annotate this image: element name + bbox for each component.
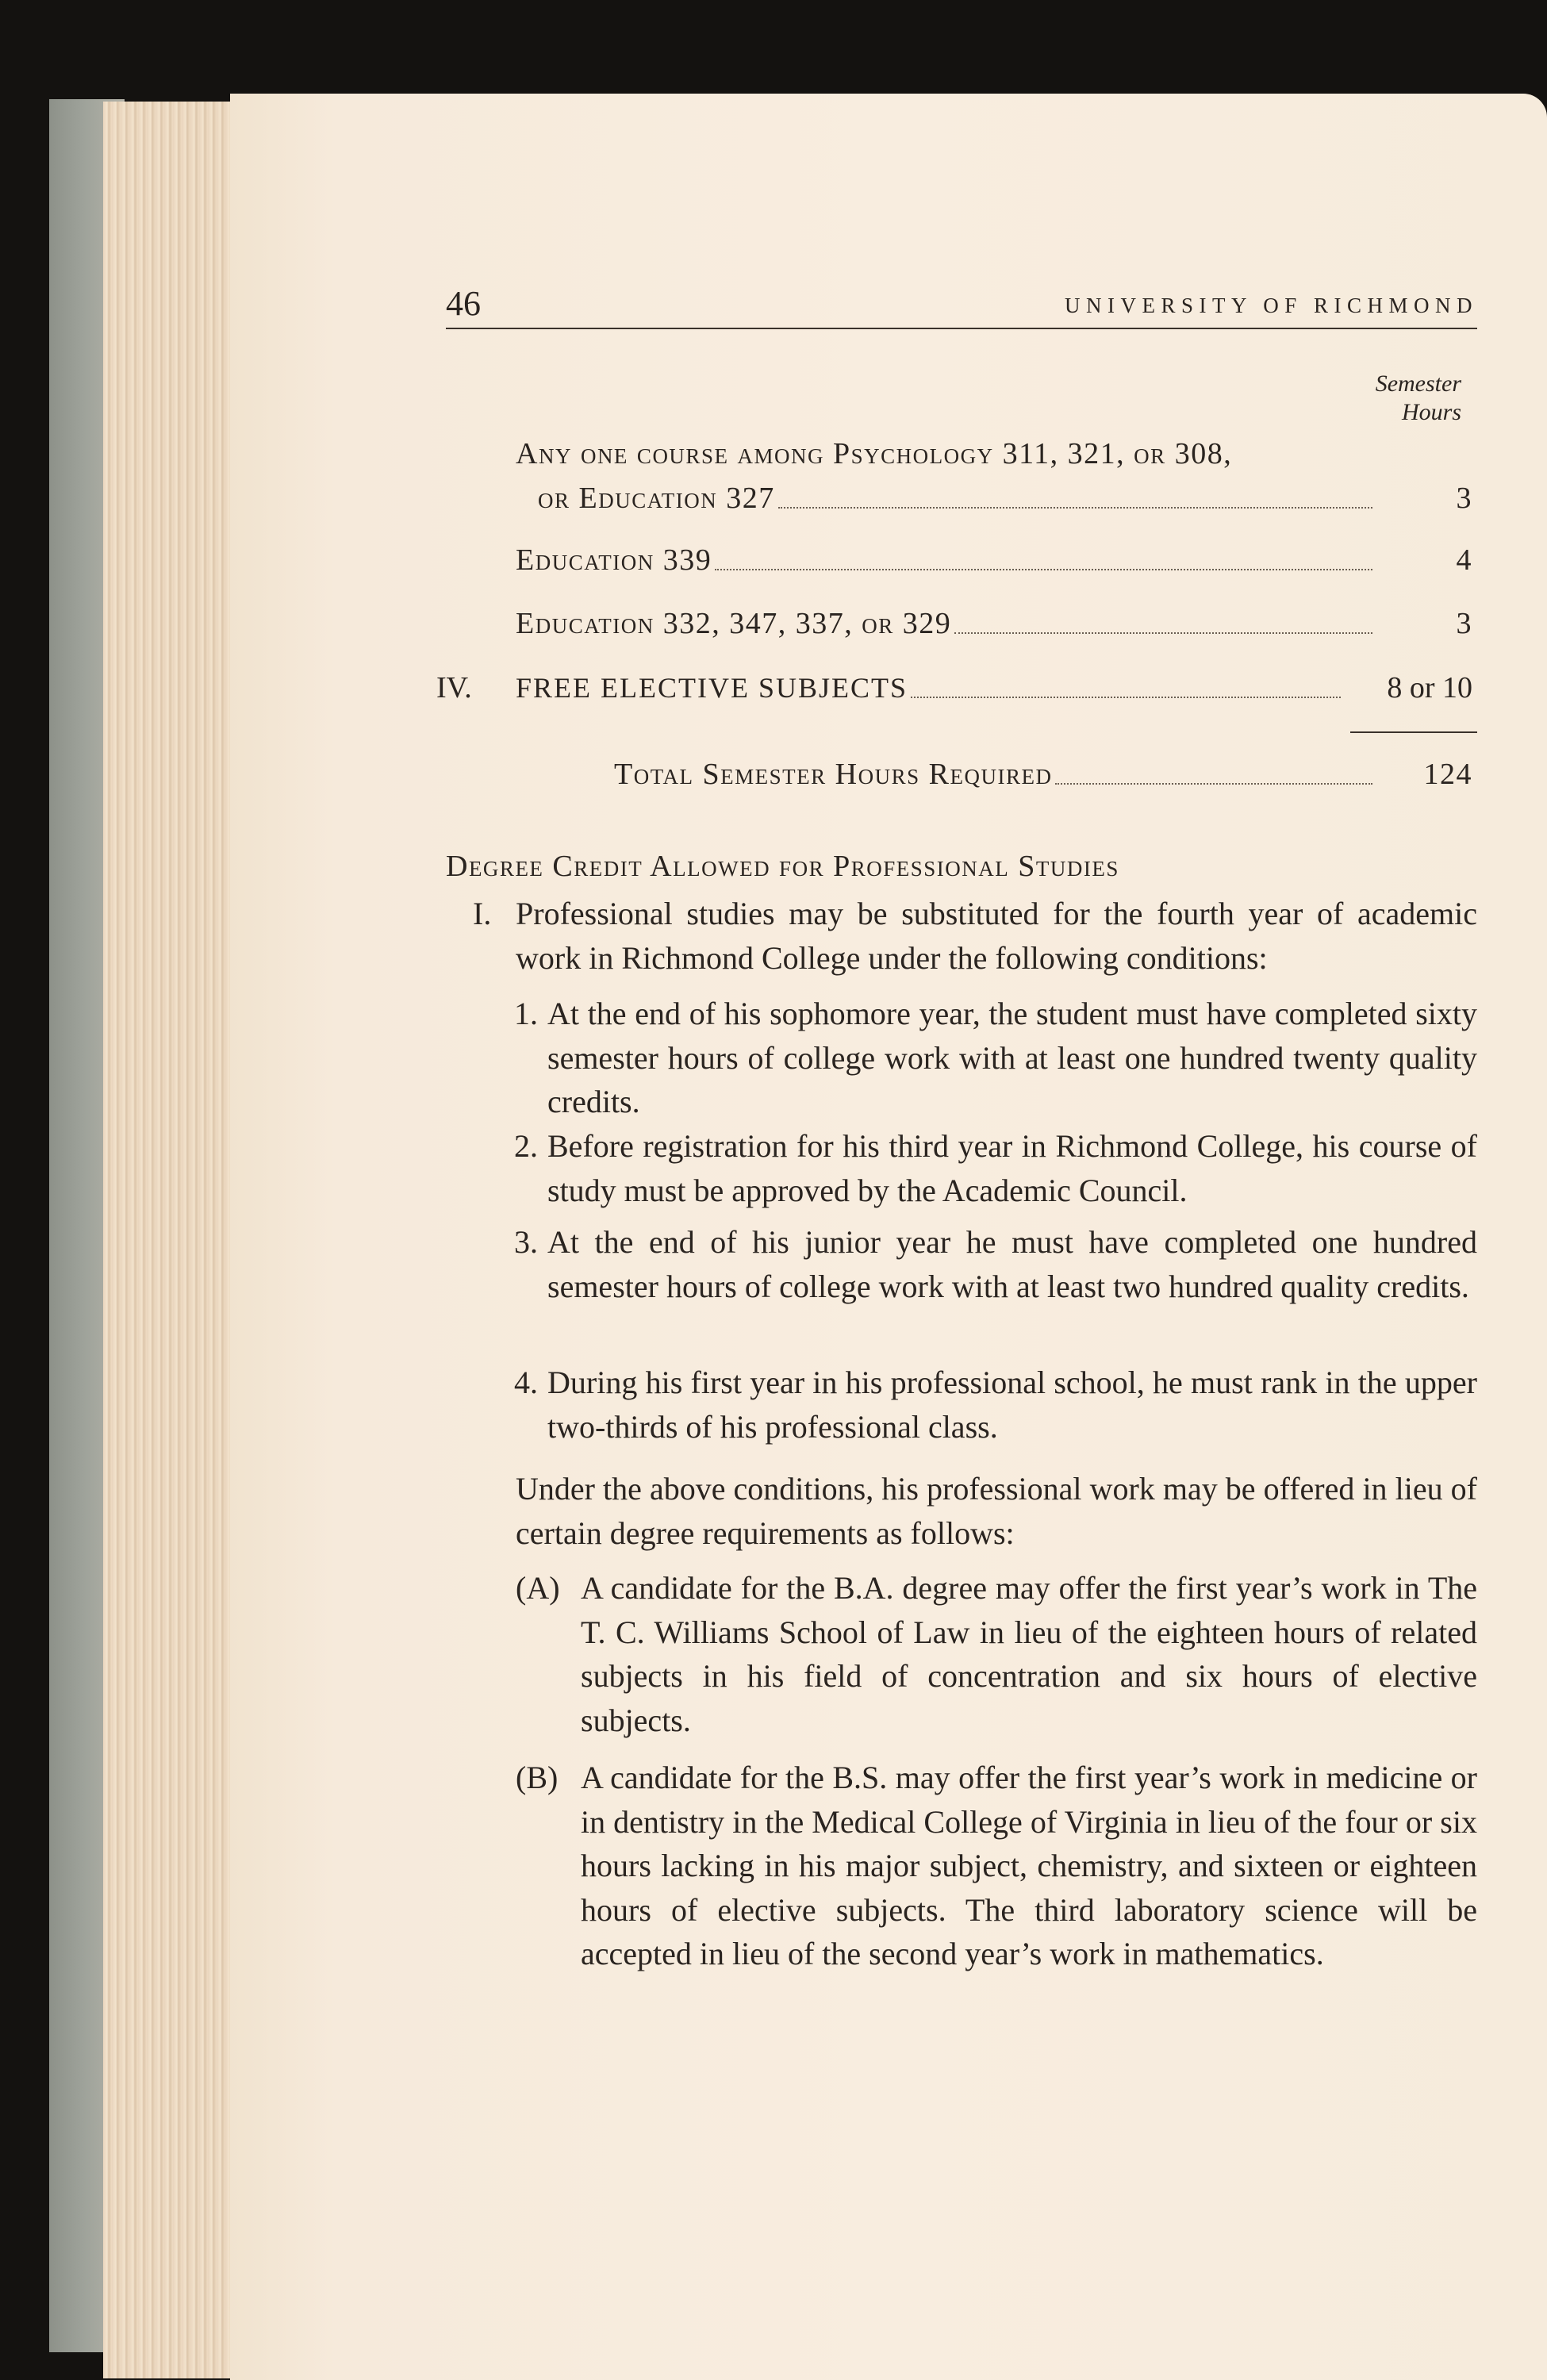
free-elective-numeral: IV. xyxy=(436,671,472,704)
page-number: 46 xyxy=(446,284,481,323)
entry-education-332-hours: 3 xyxy=(1456,607,1472,640)
total-hours: 124 xyxy=(1423,758,1472,791)
free-elective-hours: 8 or 10 xyxy=(1387,671,1472,704)
option-b-text: A candidate for the B.S. may offer the first year’s work in medicine or in dentistry in the Medical College of Virginia in lieu of the four or six hours lacking in his major subject, chemistry, and sixteen or eighteen hours of elective subjects. The third laboratory science will be accepted in lieu of the second year’s work in mathematics. xyxy=(581,1760,1477,1971)
condition-2 xyxy=(514,1124,1477,1212)
condition-1-text: At the end of his sophomore year, the student must have completed sixty semester hours of college work with at least one hundred twenty quality credits. xyxy=(547,996,1477,1119)
entry-psychology-line1: Any one course among Psychology 311, 321, or 308, xyxy=(516,437,1233,470)
item-1 xyxy=(473,892,1477,980)
entry-education-332 xyxy=(516,605,1477,643)
condition-2-text: Before registration for his third year in Richmond College, his course of study must be approved by the Academic Council. xyxy=(547,1128,1477,1208)
page-stack-edges xyxy=(103,102,238,2378)
entry-psychology-line2: or Education 327 xyxy=(538,482,775,515)
free-elective-label: FREE ELECTIVE SUBJECTS xyxy=(516,672,908,704)
conditions-summary: Under the above conditions, his professional work may be offered in lieu of certain degree requirements as follows: xyxy=(516,1471,1477,1551)
item-1-marker: I. xyxy=(473,896,492,931)
entry-psychology xyxy=(538,479,1477,517)
option-a xyxy=(516,1566,1477,1742)
condition-1 xyxy=(514,992,1477,1124)
condition-4-marker: 4. xyxy=(514,1365,538,1400)
column-heading-hours: Hours xyxy=(1401,399,1461,425)
entry-psychology-hours: 3 xyxy=(1456,482,1472,515)
dot-leader xyxy=(954,632,1372,634)
entry-free-elective xyxy=(516,669,1477,707)
option-b xyxy=(516,1756,1477,1976)
entry-education-339 xyxy=(516,541,1477,579)
option-a-text: A candidate for the B.A. degree may offer the first year’s work in The T. C. Williams School of Law in lieu of the eighteen hours of related subjects in his field of concentration and six hours of elective subjects. xyxy=(581,1570,1477,1738)
item-1-text: Professional studies may be substituted for the fourth year of academic work in Richmond College under the following conditions: xyxy=(516,896,1477,976)
dot-leader xyxy=(1055,783,1372,785)
running-title: UNIVERSITY OF RICHMOND xyxy=(1064,294,1478,317)
dot-leader xyxy=(778,507,1372,509)
entry-education-339-hours: 4 xyxy=(1456,543,1472,577)
condition-3 xyxy=(514,1220,1477,1308)
option-a-marker: (A) xyxy=(516,1570,560,1606)
column-heading-semester: Semester xyxy=(1375,370,1461,397)
entry-education-332-label: Education 332, 347, 337, or 329 xyxy=(516,607,952,640)
entry-total xyxy=(614,755,1477,793)
condition-1-marker: 1. xyxy=(514,996,538,1031)
header-rule xyxy=(446,328,1477,329)
condition-4-text: During his first year in his professional school, he must rank in the upper two-thirds of his professional class. xyxy=(547,1365,1477,1445)
condition-2-marker: 2. xyxy=(514,1128,538,1164)
option-b-marker: (B) xyxy=(516,1760,559,1795)
condition-3-text: At the end of his junior year he must have completed one hundred semester hours of college work with at least two hundred quality credits. xyxy=(547,1224,1477,1304)
section-heading: Degree Credit Allowed for Professional Studies xyxy=(446,850,1119,883)
dot-leader xyxy=(715,569,1372,570)
dot-leader xyxy=(911,697,1341,698)
condition-3-marker: 3. xyxy=(514,1224,538,1260)
total-rule xyxy=(1350,731,1477,733)
condition-4 xyxy=(514,1361,1477,1449)
total-label: Total Semester Hours Required xyxy=(614,758,1053,791)
entry-education-339-label: Education 339 xyxy=(516,543,712,577)
